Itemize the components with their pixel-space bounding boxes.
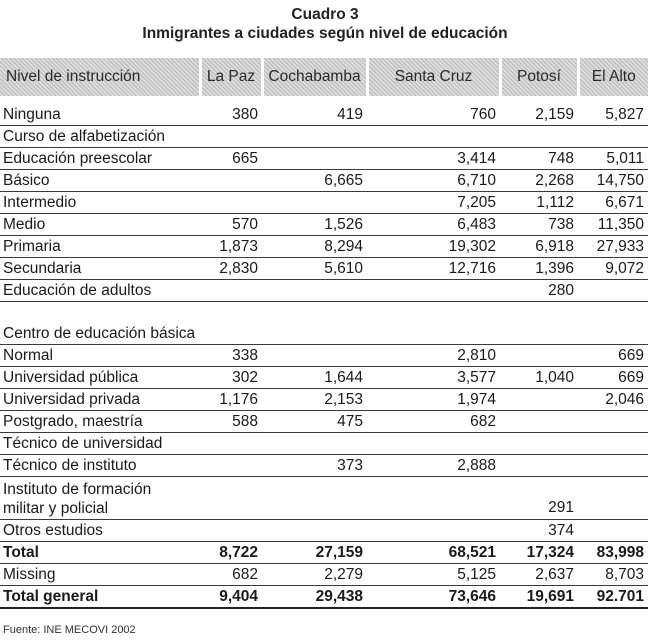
table-cell: 19,302: [367, 236, 500, 258]
table-cell: 7,205: [367, 192, 500, 214]
table-cell: [578, 411, 648, 433]
table-cell: 419: [262, 104, 367, 126]
table-header: [0, 58, 648, 104]
table-cell: [200, 302, 262, 345]
table-cell: 682: [200, 564, 262, 586]
row-label: Total general: [0, 586, 200, 609]
table-cell: 29,438: [262, 586, 367, 609]
column-header-santa-cruz: Santa Cruz: [367, 58, 500, 96]
table-cell: 280: [500, 280, 578, 302]
table-cell: 302: [200, 367, 262, 389]
table-cell: [500, 345, 578, 367]
row-label: Técnico de instituto: [0, 455, 200, 477]
table-cell: 1,974: [367, 389, 500, 411]
source-note: Fuente: INE MECOVI 2002: [3, 624, 136, 636]
column-header-nivel: Nivel de instrucción: [0, 58, 200, 96]
table-cell: 8,703: [578, 564, 648, 586]
table-cell: 92.701: [578, 586, 648, 609]
table-cell: [500, 302, 578, 345]
row-label: Curso de alfabetización: [0, 126, 200, 148]
table-cell: 682: [367, 411, 500, 433]
table-cell: 748: [500, 148, 578, 170]
table-row: [0, 280, 648, 302]
table-cell: 27,159: [262, 542, 367, 564]
column-header-el-alto: El Alto: [578, 58, 648, 96]
table-cell: 9,072: [578, 258, 648, 280]
table-cell: [367, 520, 500, 542]
table-row: [0, 345, 648, 367]
row-label: Centro de educación básica: [0, 302, 200, 345]
table-cell: [200, 520, 262, 542]
table-cell: 19,691: [500, 586, 578, 609]
table-row: [0, 433, 648, 455]
row-label: Normal: [0, 345, 200, 367]
table-cell: 2,888: [367, 455, 500, 477]
row-label: Medio: [0, 214, 200, 236]
row-label: Postgrado, maestría: [0, 411, 200, 433]
table-cell: [200, 477, 262, 520]
table-cell: 1,112: [500, 192, 578, 214]
table-cell: 2,830: [200, 258, 262, 280]
table-cell: 338: [200, 345, 262, 367]
table-cell: 3,577: [367, 367, 500, 389]
table-row: [0, 126, 648, 148]
table-row: [0, 411, 648, 433]
table-cell: 1,526: [262, 214, 367, 236]
table-row: [0, 302, 648, 345]
table-cell: [367, 280, 500, 302]
table-row: [0, 455, 648, 477]
table-cell: 83,998: [578, 542, 648, 564]
table-cell: 12,716: [367, 258, 500, 280]
table-title: Inmigrantes a ciudades según nivel de educación: [142, 25, 508, 42]
column-header-la-paz: La Paz: [200, 58, 262, 96]
row-label: Universidad privada: [0, 389, 200, 411]
table-cell: [578, 126, 648, 148]
table-row: [0, 214, 648, 236]
table-cell: 8,722: [200, 542, 262, 564]
table-cell: 1,176: [200, 389, 262, 411]
table-cell: [500, 433, 578, 455]
table-cell: 5,011: [578, 148, 648, 170]
table-cell: [578, 302, 648, 345]
table-cell: 8,294: [262, 236, 367, 258]
row-label: Universidad pública: [0, 367, 200, 389]
table-cell: [262, 520, 367, 542]
table-cell: 738: [500, 214, 578, 236]
table-cell: 760: [367, 104, 500, 126]
table-cell: 5,125: [367, 564, 500, 586]
table-cell: 27,933: [578, 236, 648, 258]
table-row: [0, 367, 648, 389]
table-cell: 73,646: [367, 586, 500, 609]
table-cell: [262, 477, 367, 520]
table-cell: 5,610: [262, 258, 367, 280]
row-label: Missing: [0, 564, 200, 586]
table-cell: 2,159: [500, 104, 578, 126]
table-row: [0, 564, 648, 586]
table-cell: 14,750: [578, 170, 648, 192]
table-cell: [262, 280, 367, 302]
table-cell: [367, 477, 500, 520]
table-row: [0, 477, 648, 520]
table-row: [0, 520, 648, 542]
table-cell: 6,918: [500, 236, 578, 258]
table-cell: [367, 126, 500, 148]
table-cell: [262, 433, 367, 455]
column-header-cochabamba: Cochabamba: [262, 58, 367, 96]
table-cell: [578, 280, 648, 302]
row-label: Total: [0, 542, 200, 564]
table-cell: [500, 389, 578, 411]
table-row: [0, 104, 648, 126]
table-cell: 6,483: [367, 214, 500, 236]
table-cell: [367, 302, 500, 345]
table-row: [0, 236, 648, 258]
table-cell: 380: [200, 104, 262, 126]
table-cell: [578, 455, 648, 477]
table-cell: 1,873: [200, 236, 262, 258]
row-label: Secundaria: [0, 258, 200, 280]
row-label: Técnico de universidad: [0, 433, 200, 455]
row-label: Educación preescolar: [0, 148, 200, 170]
table-row: [0, 170, 648, 192]
row-label: Intermedio: [0, 192, 200, 214]
table-cell: [262, 148, 367, 170]
table-cell: 2,268: [500, 170, 578, 192]
table-cell: 2,637: [500, 564, 578, 586]
table-row: [0, 148, 648, 170]
table-cell: [200, 455, 262, 477]
column-header-potosi: Potosí: [500, 58, 578, 96]
row-label: Educación de adultos: [0, 280, 200, 302]
table-cell: 6,665: [262, 170, 367, 192]
table-cell: 1,040: [500, 367, 578, 389]
table-cell: [578, 477, 648, 520]
table-cell: [200, 280, 262, 302]
table-cell: 373: [262, 455, 367, 477]
table-cell: [262, 126, 367, 148]
table-cell: 6,710: [367, 170, 500, 192]
table-cell: 665: [200, 148, 262, 170]
table-cell: 3,414: [367, 148, 500, 170]
table-cell: 68,521: [367, 542, 500, 564]
table-cell: 17,324: [500, 542, 578, 564]
table-cell: [500, 411, 578, 433]
table-cell: 6,671: [578, 192, 648, 214]
table-cell: [367, 433, 500, 455]
row-label: Instituto de formación militar y policial: [0, 477, 200, 520]
table-cell: 2,153: [262, 389, 367, 411]
table-cell: [200, 170, 262, 192]
table-body: [0, 104, 648, 608]
table-cell: [262, 192, 367, 214]
table-cell: 2,046: [578, 389, 648, 411]
table-cell: 2,279: [262, 564, 367, 586]
table-cell: [500, 455, 578, 477]
table-cell: 5,827: [578, 104, 648, 126]
table-cell: [200, 433, 262, 455]
table-cell: 2,810: [367, 345, 500, 367]
row-label: Ninguna: [0, 104, 200, 126]
table-cell: 475: [262, 411, 367, 433]
row-label: Otros estudios: [0, 520, 200, 542]
table-number: Cuadro 3: [291, 6, 359, 23]
row-label: Primaria: [0, 236, 200, 258]
table-cell: [262, 302, 367, 345]
table-row: [0, 542, 648, 564]
row-label: Básico: [0, 170, 200, 192]
table-row: [0, 258, 648, 280]
table-cell: [500, 126, 578, 148]
table-cell: 9,404: [200, 586, 262, 609]
table-cell: 291: [500, 477, 578, 520]
table-row: [0, 192, 648, 214]
table-cell: 669: [578, 345, 648, 367]
table-cell: [200, 126, 262, 148]
immigrants-education-table: [0, 58, 648, 609]
table-cell: 588: [200, 411, 262, 433]
table-cell: [578, 433, 648, 455]
table-cell: [578, 520, 648, 542]
table-cell: 570: [200, 214, 262, 236]
table-cell: 1,396: [500, 258, 578, 280]
table-row: [0, 586, 648, 609]
table-cell: 669: [578, 367, 648, 389]
table-row: [0, 389, 648, 411]
table-cell: 1,644: [262, 367, 367, 389]
table-cell: [200, 192, 262, 214]
table-cell: 374: [500, 520, 578, 542]
table-cell: [262, 345, 367, 367]
table-cell: 11,350: [578, 214, 648, 236]
